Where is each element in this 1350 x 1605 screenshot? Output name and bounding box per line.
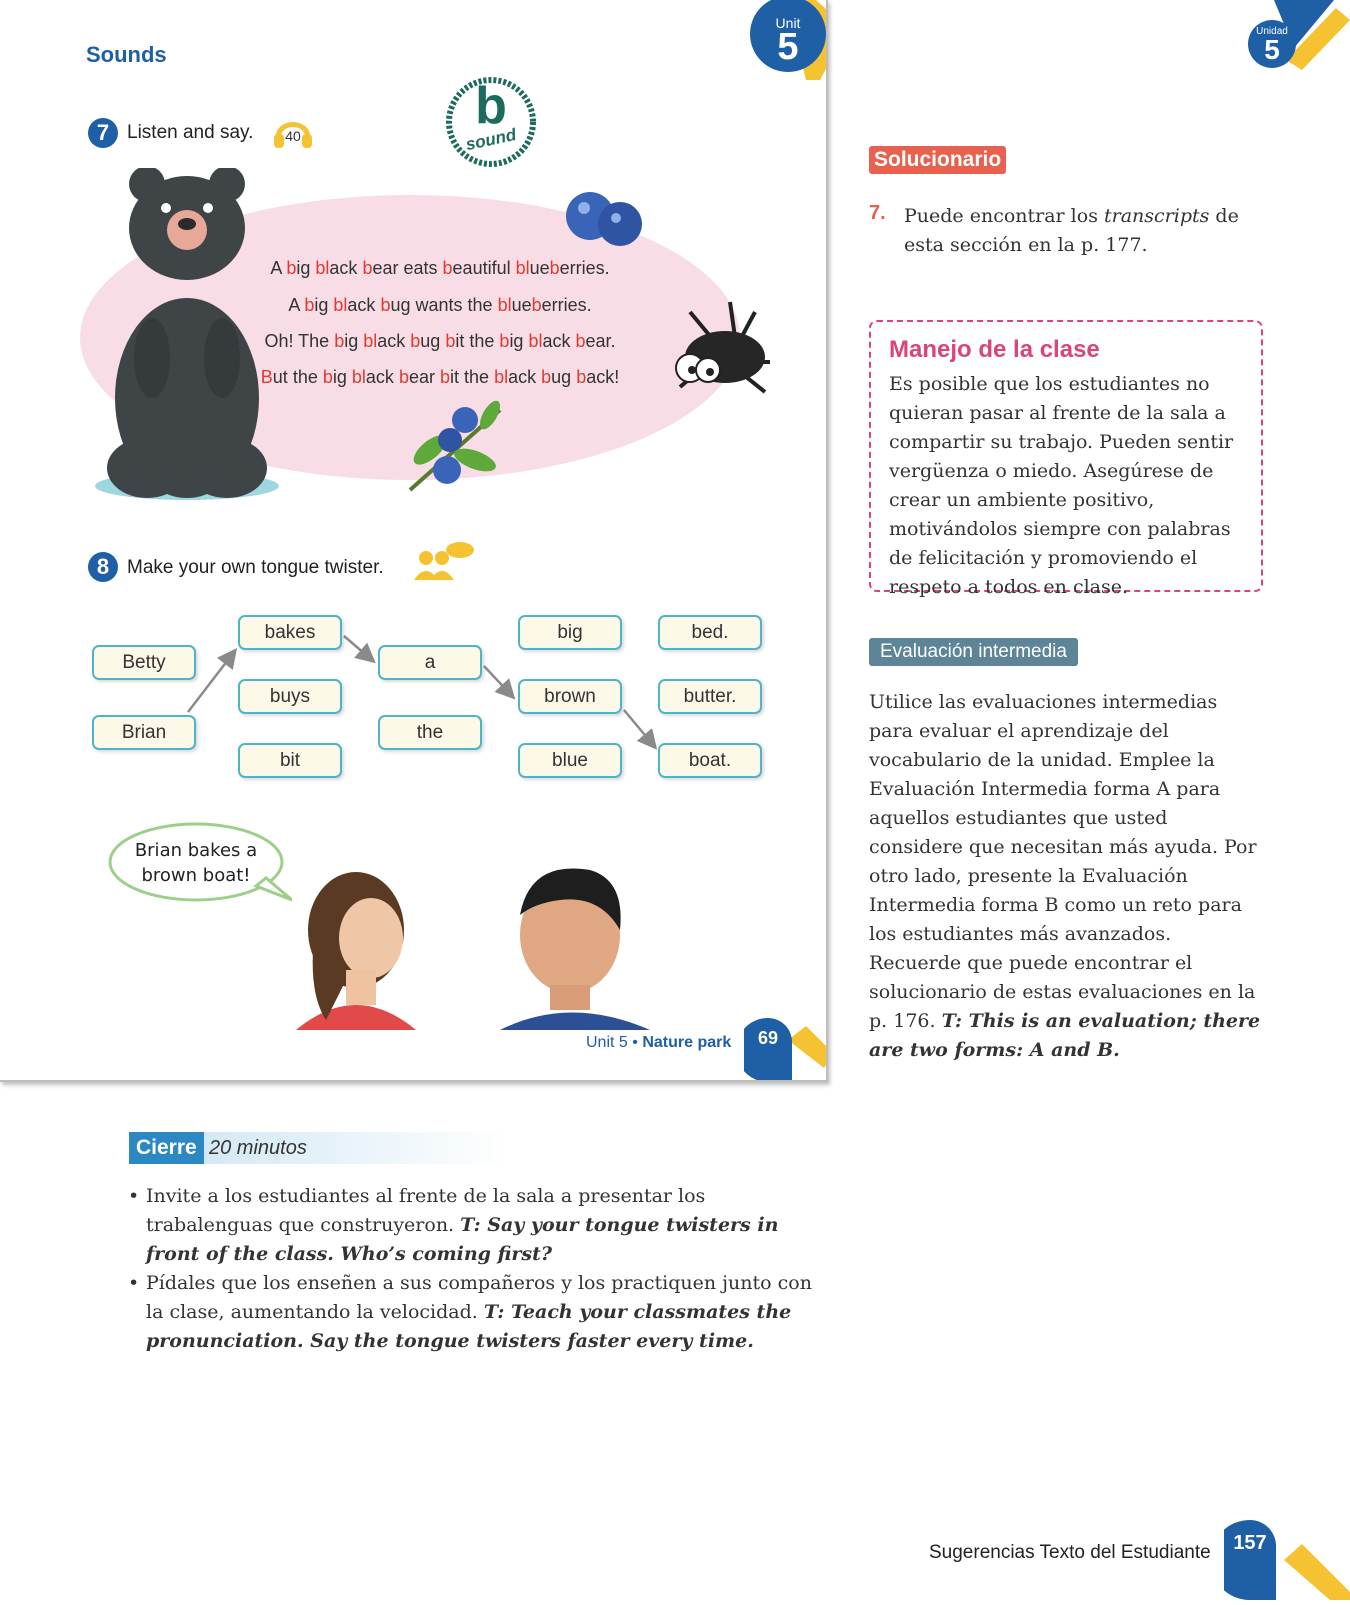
solucionario-text-end: de esta sección en la p. 177. [904, 205, 1239, 256]
word-box-adjective: big [518, 615, 622, 650]
poem-line: A big black bear eats beautiful blueberries. [270, 258, 610, 278]
bullet-dot-icon: • [128, 1272, 140, 1294]
cierre-bullet-text: Pídales que los enseñen a sus compañeros y los practiquen junto con la clase, aumentando la velocidad. [146, 1272, 812, 1323]
page-number: 69 [757, 1028, 779, 1048]
exercise-8-title: Make your own tongue twister. [127, 557, 384, 578]
stamp-word: sound [463, 124, 518, 155]
b-sound-stamp [443, 74, 539, 170]
solucionario-text [904, 202, 1264, 259]
cierre-tag: Cierre [129, 1132, 204, 1164]
pair-work-icon [412, 540, 474, 582]
blueberries-icon [560, 190, 650, 250]
speech-bubble [106, 822, 286, 902]
footer-bullet: • [632, 1034, 638, 1051]
cierre-header [129, 1132, 509, 1164]
word-box-verb: buys [238, 679, 342, 714]
cierre-bullet-item [128, 1269, 828, 1356]
cierre-bullet-text: Invite a los estudiantes al frente de la sala a presentar los trabalenguas que construyeron. [146, 1185, 706, 1236]
exercise-7-number: 7 [88, 118, 118, 148]
evaluacion-teacher-prompt: T: This is an evaluation; there are two forms: A and B. [869, 1010, 1261, 1061]
poem-line: Oh! The big black bug bit the big black bear. [264, 331, 616, 351]
unit-badge [746, 0, 828, 80]
word-box-adjective: brown [518, 679, 622, 714]
evaluacion-tag: Evaluación intermedia [869, 638, 1078, 666]
word-box-name: Betty [92, 645, 196, 680]
cierre-bullet-item [128, 1182, 828, 1269]
black-bug-icon [660, 292, 790, 402]
solucionario-text-italic: transcripts [1103, 205, 1210, 227]
exercise-7-title: Listen and say. [127, 122, 254, 143]
page-footer [586, 1034, 731, 1052]
word-box-noun: bed. [658, 615, 762, 650]
poem-line: But the big black bear bit the black bug back! [260, 367, 620, 387]
evaluacion-body: Utilice las evaluaciones intermedias para evaluar el aprendizaje del vocabulario de la unidad. Emplee la Evaluación Intermedia forma A para aquellos estudiantes que usted considere que necesitan más ayuda. Por otro lado, presente la Evaluación Intermedia forma B como un reto para los estudiantes más avanzados. Recuerde que puede encontrar el solucionario de estas evaluaciones en la p. 176. [869, 691, 1257, 1032]
solucionario-tag: Solucionario [869, 146, 1006, 174]
student-book-page [0, 0, 828, 1082]
section-title: Sounds [86, 42, 167, 67]
unidad-badge-label: Unidad [1256, 26, 1288, 37]
cierre-bullets [128, 1182, 828, 1356]
evaluacion-text [869, 688, 1265, 1065]
page-number-badge [744, 1018, 828, 1082]
word-box-adjective: blue [518, 743, 622, 778]
word-box-noun: boat. [658, 743, 762, 778]
teacher-footer-label: Sugerencias Texto del Estudiante [929, 1542, 1211, 1563]
audio-headphones-icon[interactable] [272, 116, 314, 150]
word-box-verb: bit [238, 743, 342, 778]
manejo-title: Manejo de la clase [889, 336, 1100, 363]
teacher-page-number-badge [1224, 1520, 1350, 1600]
cierre-bullet-prompt: T: Say your tongue twisters in front of the class. Who’s coming first? [146, 1214, 779, 1265]
footer-unit: Unit 5 [586, 1034, 628, 1051]
solucionario-item-number: 7. [869, 202, 886, 224]
word-box-name: Brian [92, 715, 196, 750]
word-box-article: a [378, 645, 482, 680]
teacher-page-number: 157 [1233, 1532, 1267, 1554]
footer-theme: Nature park [642, 1034, 732, 1051]
unit-badge-label: Unit [775, 15, 801, 31]
boy-photo [500, 855, 650, 1030]
bullet-dot-icon: • [128, 1185, 140, 1207]
audio-track-number: 40 [285, 128, 301, 144]
exercise-8-number: 8 [88, 552, 118, 582]
manejo-text: Es posible que los estudiantes no quieran pasar al frente de la sala a compartir su trabajo. Pueden sentir vergüenza o miedo. Asegúrese de crear un ambiente positivo, motivándolos siempre con palabras de felicitación y promoviendo el respeto a todos en clase. [889, 373, 1234, 598]
manejo-de-la-clase-box [869, 320, 1263, 598]
blueberry-branch-icon [405, 400, 515, 495]
solucionario-text-start: Puede encontrar los [904, 205, 1104, 227]
unit-badge-number: 5 [777, 26, 799, 68]
unidad-badge [1244, 0, 1350, 76]
word-box-noun: butter. [658, 679, 762, 714]
cierre-duration: 20 minutos [209, 1137, 307, 1159]
cierre-bullet-prompt: T: Teach your classmates the pronunciation. Say the tongue twisters faster every time. [146, 1301, 792, 1352]
word-box-article: the [378, 715, 482, 750]
speech-bubble-text: Brian bakes a brown boat! [134, 840, 258, 886]
unidad-badge-number: 5 [1264, 34, 1280, 65]
stamp-letter: b [475, 77, 507, 135]
tongue-twister-poem [240, 258, 640, 408]
girl-photo [286, 860, 422, 1030]
poem-line: A big black bug wants the blueberries. [288, 295, 592, 315]
word-box-verb: bakes [238, 615, 342, 650]
